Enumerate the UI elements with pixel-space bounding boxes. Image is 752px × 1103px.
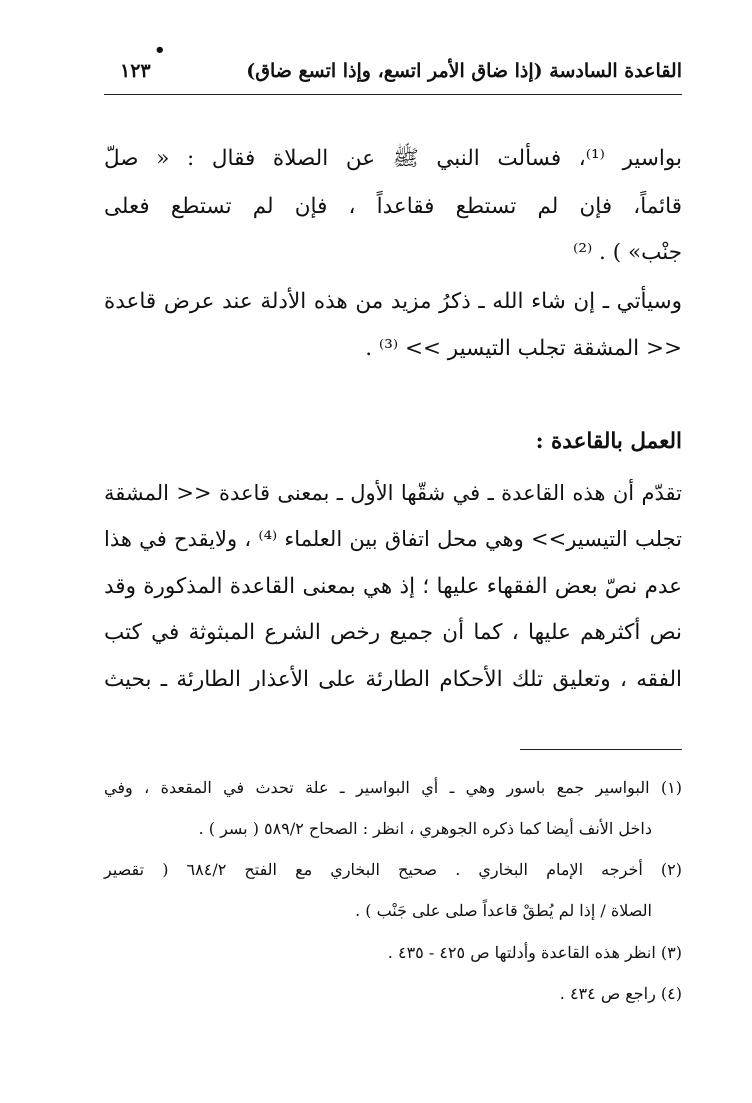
- footnote-separator: [520, 749, 682, 750]
- body-line-4: وسيأتي ـ إن شاء الله ـ ذكرُ مزيد من هذه الأدلة عند عرض قاعدة: [104, 289, 682, 314]
- body-line-1: بواسير ⁽¹⁾، فسألت النبي ﷺ عن الصلاة فقال : « صلّ: [104, 146, 683, 171]
- page-number: ١٢٣: [120, 60, 151, 82]
- body-line-6: تقدّم أن هذه القاعدة ـ في شقّها الأول ـ بمعنى قاعدة << المشقة: [104, 481, 682, 505]
- header-rule: [104, 94, 682, 95]
- body-line-7: تجلب التيسير>> وهي محل اتفاق بين العلماء ⁽⁴⁾ ، ولايقدح في هذا: [104, 527, 682, 551]
- header-dot: •: [154, 40, 166, 61]
- footnote-3: (٣) انظر هذه القاعدة وأدلتها ص ٤٢٥ - ٤٣٥ .: [387, 943, 682, 962]
- running-title: القاعدة السادسة (إذا ضاق الأمر اتسع، وإذا اتسع ضاق): [246, 60, 682, 82]
- footnote-2-cont: الصلاة / إذا لم يُطقْ قاعداً صلى على جَنْب ) .: [355, 901, 652, 920]
- body-line-3: جنْب» ) . ⁽²⁾: [573, 240, 682, 265]
- body-line-8: عدم نصّ بعض الفقهاء عليها ؛ إذ هي بمعنى القاعدة المذكورة وقد: [104, 574, 682, 599]
- body-line-2: قائماً، فإن لم تستطع فقاعداً ، فإن لم تستطع فعلى: [104, 194, 682, 219]
- footnote-1: (١) البواسير جمع باسور وهي ـ أي البواسير ـ علة تحدث في المقعدة ، وفي: [104, 778, 682, 797]
- body-line-10: الفقه ، وتعليق تلك الأحكام الطارئة على الأعذار الطارئة ـ بحيث: [104, 667, 682, 692]
- page-header: [104, 40, 682, 96]
- section-heading: العمل بالقاعدة :: [535, 429, 682, 454]
- footnote-1-cont: داخل الأنف أيضا كما ذكره الجوهري ، انظر : الصحاح ٥٨٩/٢ ( بسر ) .: [198, 819, 652, 838]
- footnote-2: (٢) أخرجه الإمام البخاري . صحيح البخاري مع الفتح ٦٨٤/٢ ( تقصير: [104, 860, 682, 879]
- footnote-4: (٤) راجع ص ٤٣٤ .: [559, 984, 682, 1003]
- body-line-9: نص أكثرهم عليها ، كما أن جميع رخص الشرع المبثوثة في كتب: [104, 620, 682, 645]
- body-line-5: << المشقة تجلب التيسير >> ⁽³⁾ .: [365, 336, 682, 361]
